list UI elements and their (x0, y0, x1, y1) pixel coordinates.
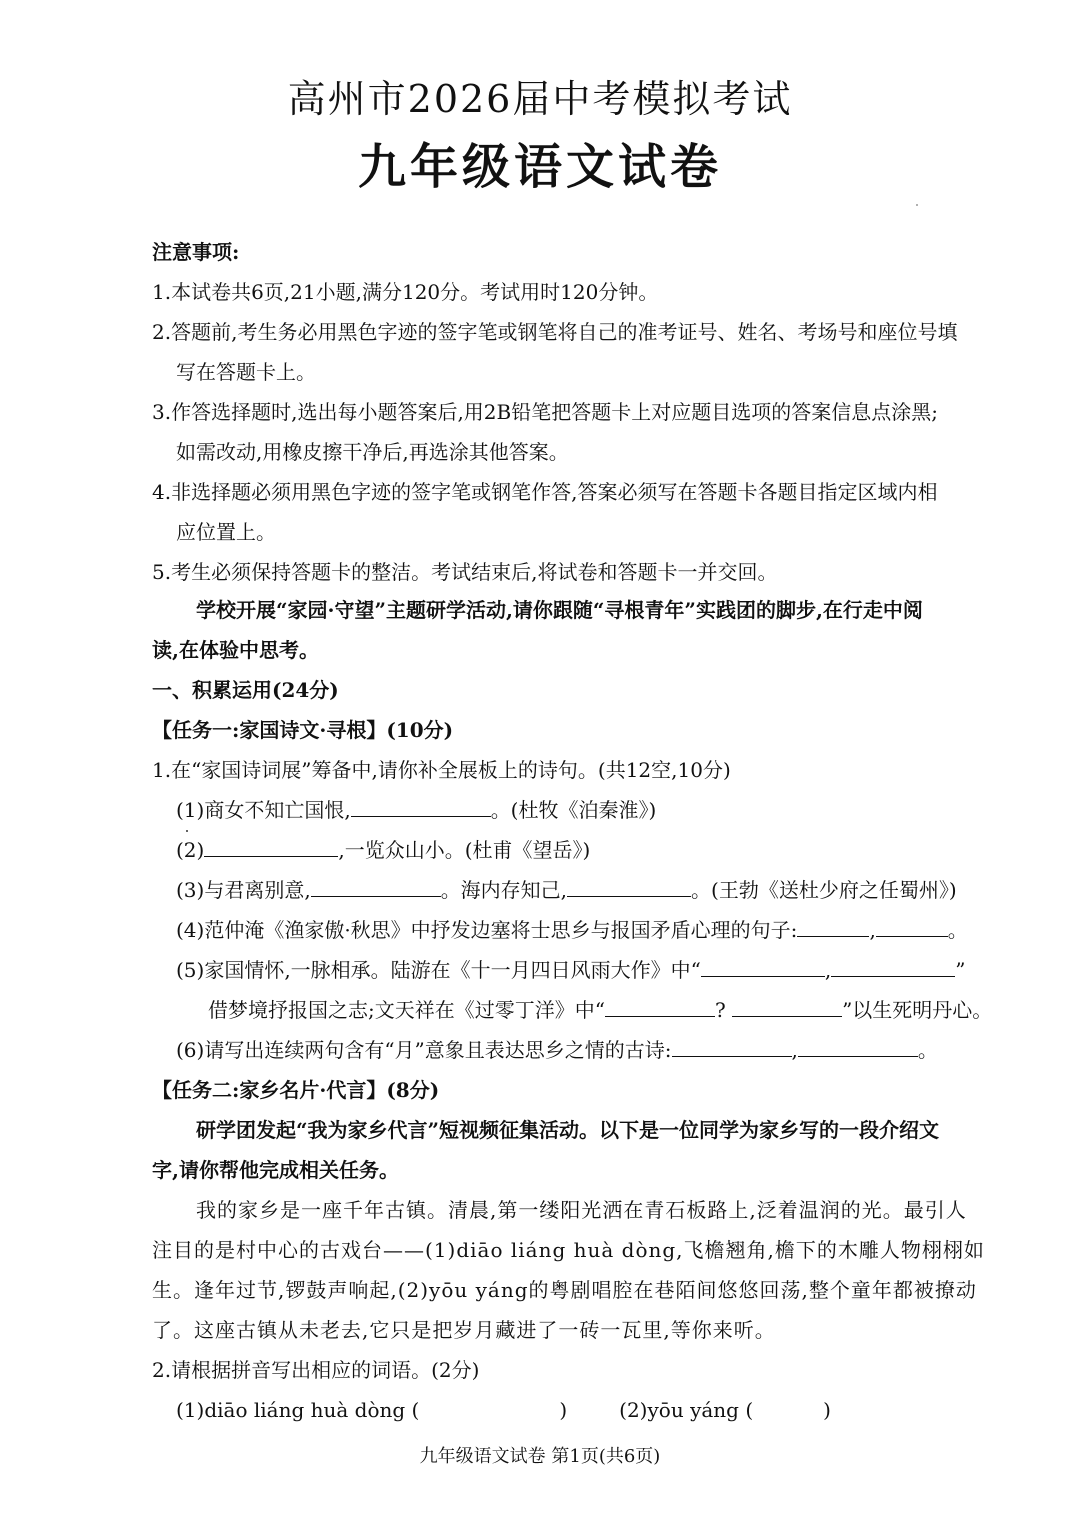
q-text: (6)请写出连续两句含有“月”意象且表达思乡之情的古诗: (176, 1038, 672, 1062)
notice-item: 4.非选择题必须用黑色字迹的签字笔或钢笔作答,答案必须写在答题卡各题目指定区域内相 (152, 480, 938, 504)
answer-blank[interactable] (797, 916, 869, 937)
passage-line: 了。这座古镇从未老去,它只是把岁月藏进了一砖一瓦里,等你来听。 (152, 1318, 776, 1342)
q-text: 。海内存知己, (440, 878, 568, 902)
question-1-2 (176, 836, 590, 864)
q-text: , (791, 1038, 798, 1062)
q-text: 。 (917, 1038, 938, 1062)
q-text: ” (955, 958, 966, 982)
q-text: (5)家国情怀,一脉相承。陆游在《十一月四日风雨大作》中“ (176, 958, 701, 982)
question-2-answers (176, 1396, 831, 1424)
passage-line: 生。逢年过节,锣鼓声响起,(2)yōu yáng的粤剧唱腔在巷陌间悠悠回荡,整个童年都被撩动 (152, 1278, 977, 1302)
question-2: 2.请根据拼音写出相应的词语。(2分) (152, 1358, 480, 1382)
scan-speck (186, 830, 188, 832)
notice-item: 2.答题前,考生务必用黑色字迹的签字笔或钢笔将自己的准考证号、姓名、考场号和座位号填 (152, 320, 958, 344)
notice-heading: 注意事项: (152, 240, 240, 264)
q-text: ,一览众山小。(杜甫《望岳》) (338, 838, 591, 862)
q-text: (2) (176, 838, 205, 862)
answer-blank[interactable] (351, 796, 491, 817)
exam-subtitle: 九年级语文试卷 (357, 139, 722, 195)
page-footer: 九年级语文试卷 第1页(共6页) (419, 1446, 661, 1467)
answer-blank[interactable] (605, 996, 715, 1017)
question-1-5-cont (208, 996, 992, 1024)
question-1-5 (176, 956, 966, 984)
notice-item: 如需改动,用橡皮擦干净后,再选涂其他答案。 (176, 440, 569, 464)
answer-blank[interactable] (672, 1036, 792, 1057)
q-text: 借梦境抒报国之志;文天祥在《过零丁洋》中“ (208, 998, 605, 1022)
question-1-3 (176, 876, 957, 904)
answer-blank[interactable] (311, 876, 441, 897)
question-1-6 (176, 1036, 938, 1064)
task1-heading: 【任务一:家国诗文·寻根】(10分) (152, 718, 454, 742)
section-heading: 一、积累运用(24分) (152, 678, 339, 702)
q-text: ) (823, 1398, 831, 1422)
q-text: (1)diāo liáng huà dòng ( (176, 1398, 420, 1422)
q-text: 。(杜牧《泊秦淮》) (490, 798, 657, 822)
q-text: 。 (947, 918, 968, 942)
intro-text: 学校开展“家园·守望”主题研学活动,请你跟随“寻根青年”实践团的脚步,在行走中阅 (196, 598, 923, 622)
answer-blank[interactable] (701, 956, 825, 977)
notice-item: 5.考生必须保持答题卡的整洁。考试结束后,将试卷和答题卡一并交回。 (152, 560, 778, 584)
task2-intro: 研学团发起“我为家乡代言”短视频征集活动。以下是一位同学为家乡写的一段介绍文 (196, 1118, 940, 1142)
answer-blank[interactable] (798, 1036, 918, 1057)
exam-title: 高州市2026届中考模拟考试 (287, 77, 793, 121)
notice-item: 应位置上。 (176, 520, 276, 544)
answer-blank[interactable] (204, 836, 338, 857)
q-text: ”以生死明丹心。 (842, 998, 993, 1022)
question-1-1 (176, 796, 656, 824)
q-text: 。(王勃《送杜少府之任蜀州》) (691, 878, 957, 902)
intro-text: 读,在体验中思考。 (152, 638, 319, 662)
scan-speck (916, 204, 918, 206)
answer-blank[interactable] (876, 916, 948, 937)
q-text: (2)yōu yáng ( (619, 1398, 754, 1422)
passage-line: 注目的是村中心的古戏台——(1)diāo liáng huà dòng,飞檐翘角,檐下的木雕人物栩栩如 (152, 1238, 985, 1262)
answer-blank[interactable] (732, 996, 842, 1017)
q-text: (4)范仲淹《渔家傲·秋思》中抒发边塞将士思乡与报国矛盾心理的句子: (176, 918, 798, 942)
q-text: ) (559, 1398, 568, 1422)
answer-blank[interactable] (567, 876, 691, 897)
answer-blank[interactable] (831, 956, 955, 977)
passage-line: 我的家乡是一座千年古镇。清晨,第一缕阳光洒在青石板路上,泛着温润的光。最引人 (196, 1198, 967, 1222)
notice-item: 3.作答选择题时,选出每小题答案后,用2B铅笔把答题卡上对应题目选项的答案信息点涂黑; (152, 400, 938, 424)
q-text: ? (714, 998, 726, 1022)
question-1: 1.在“家国诗词展”筹备中,请你补全展板上的诗句。(共12空,10分) (152, 758, 731, 782)
notice-item: 写在答题卡上。 (176, 360, 316, 384)
task2-heading: 【任务二:家乡名片·代言】(8分) (152, 1078, 440, 1102)
q-text: (1)商女不知亡国恨, (176, 798, 351, 822)
q-text: , (869, 918, 876, 942)
question-1-4 (176, 916, 968, 944)
task2-intro: 字,请你帮他完成相关任务。 (152, 1158, 399, 1182)
q-text: , (824, 958, 832, 982)
q-text: (3)与君离别意, (176, 878, 311, 902)
notice-item: 1.本试卷共6页,21小题,满分120分。考试用时120分钟。 (152, 280, 659, 304)
